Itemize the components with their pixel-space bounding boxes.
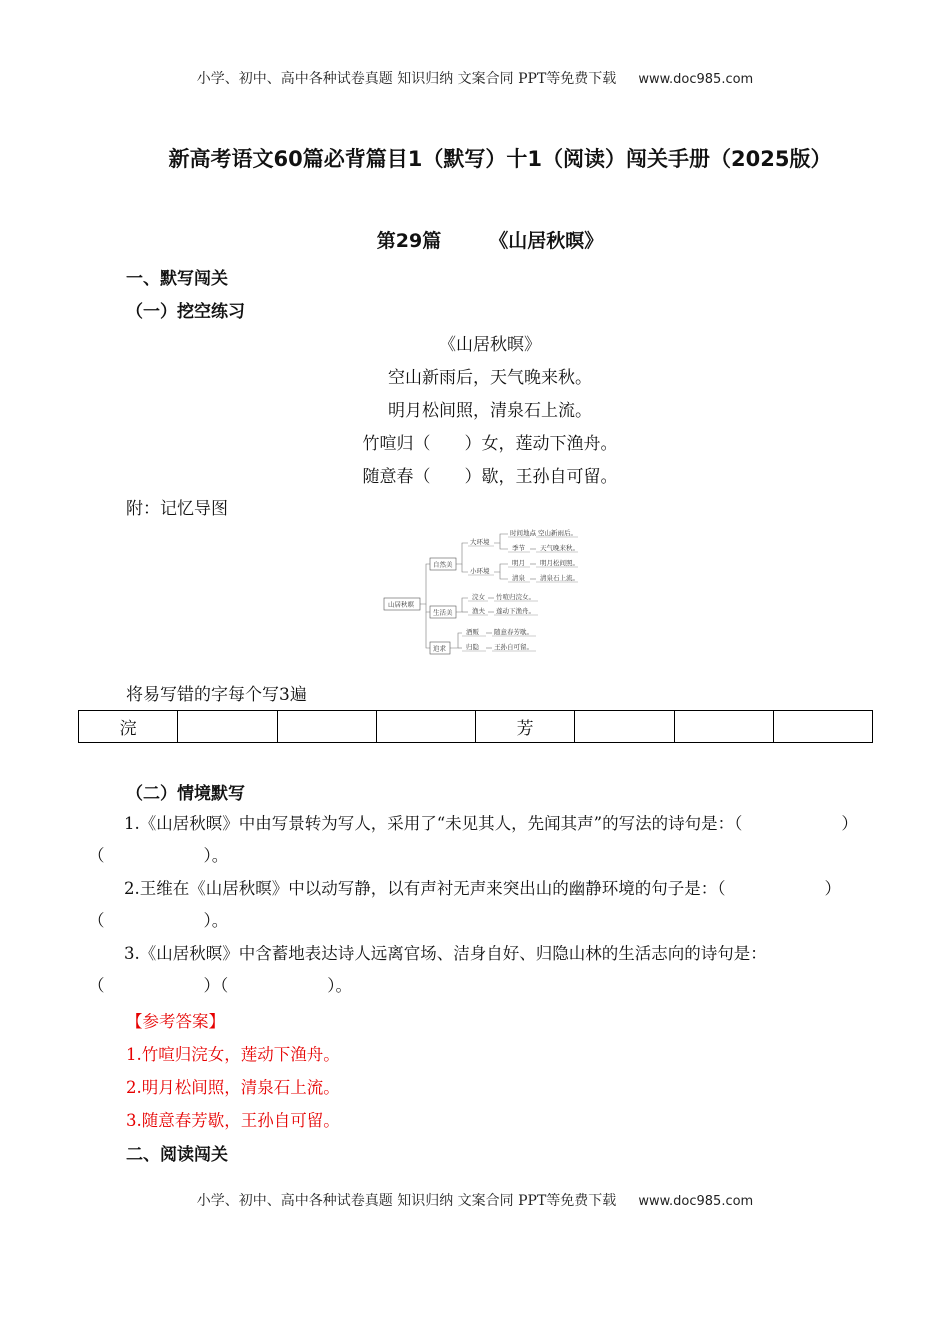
- mindmap-leaf-line: 竹喧归浣女。: [496, 593, 535, 601]
- footer-url[interactable]: www.doc985.com: [638, 1194, 754, 1209]
- page-header: [0, 68, 950, 88]
- question-3: 3.《山居秋暝》中含蓄地表达诗人远离官场、洁身自好、归隐山林的生活志向的诗句是：（ ）（ ）。: [88, 944, 767, 995]
- footer-text: 小学、初中、高中各种试卷真题 知识归纳 文案合同 PPT等免费下载: [196, 1193, 617, 1209]
- practice-cell[interactable]: [376, 711, 475, 743]
- answer-2: 2.明月松间照，清泉石上流。: [126, 1078, 340, 1097]
- chapter-subtitle: [0, 226, 950, 253]
- page-footer: [0, 1190, 950, 1210]
- practice-label: 将易写错的字每个写3遍: [126, 685, 307, 705]
- mindmap-branch-1: 自然美: [433, 560, 453, 569]
- mindmap-leaf: 浣女: [472, 593, 485, 601]
- mindmap-leaf: 渔夫: [472, 607, 485, 615]
- mindmap-branch-2: 生活美: [433, 608, 453, 617]
- part1-heading: （一）挖空练习: [126, 302, 245, 322]
- answer-3: 3.随意春芳歇，王孙自可留。: [126, 1111, 340, 1130]
- mindmap-leaf: 时间地点: [510, 529, 536, 537]
- mindmap-leaf-line: 王孙自可留。: [494, 643, 533, 651]
- answer-1: 1.竹喧归浣女，莲动下渔舟。: [126, 1045, 340, 1064]
- practice-char: 芳: [476, 711, 575, 743]
- mindmap-sub-2: 小环境: [470, 567, 490, 575]
- mindmap-leaf: 季节: [512, 544, 525, 552]
- header-url[interactable]: www.doc985.com: [638, 72, 754, 87]
- chapter-number: 第29篇: [376, 230, 442, 252]
- mindmap-label: 附：记忆导图: [126, 499, 228, 519]
- poem-line-1: 空山新雨后，天气晚来秋。: [388, 368, 592, 388]
- mindmap-leaf-line: 天气晚来秋。: [540, 544, 579, 552]
- answer-heading: 【参考答案】: [126, 1012, 225, 1031]
- poem-name: 《山居秋暝》: [489, 230, 604, 252]
- practice-char: 浣: [79, 711, 178, 743]
- mindmap-sub-1: 大环境: [470, 538, 490, 546]
- mindmap-leaf: 明月: [512, 559, 525, 567]
- mindmap-leaf-line: 明月松间照。: [540, 559, 579, 567]
- practice-cell[interactable]: [674, 711, 773, 743]
- mindmap-leaf-line: 莲动下渔舟。: [496, 607, 535, 615]
- practice-cell[interactable]: [277, 711, 376, 743]
- question-1: 1.《山居秋暝》中由写景转为写人，采用了“未见其人，先闻其声”的写法的诗句是：（ ）（ ）。: [88, 814, 858, 865]
- practice-cell[interactable]: [773, 711, 872, 743]
- mindmap-leaf: 清泉: [512, 574, 525, 582]
- practice-cell[interactable]: [575, 711, 674, 743]
- document-title: 新高考语文60篇必背篇目1（默写）十1（阅读）闯关手册（2025版）: [168, 147, 832, 171]
- section2-heading: 二、阅读闯关: [126, 1145, 228, 1165]
- header-text: 小学、初中、高中各种试卷真题 知识归纳 文案合同 PPT等免费下载: [196, 71, 617, 87]
- character-practice-table: [78, 710, 873, 743]
- poem-line-3: 竹喧归（ ）女，莲动下渔舟。: [362, 434, 618, 454]
- mindmap-branch-3: 追求: [433, 644, 446, 653]
- mindmap-leaf-line: 清泉石上流。: [540, 574, 579, 582]
- part2-heading: （二）情境默写: [126, 784, 245, 804]
- question-2: 2.王维在《山居秋暝》中以动写静，以有声衬无声来突出山的幽静环境的句子是：（ ）（ ）。: [88, 879, 841, 930]
- mindmap-leaf: 归隐: [466, 643, 479, 651]
- poem-line-2: 明月松间照，清泉石上流。: [388, 401, 592, 421]
- poem-line-4: 随意春（ ）歇，王孙自可留。: [362, 467, 618, 487]
- section1-heading: 一、默写闯关: [126, 269, 228, 289]
- mindmap-leaf: 酒贩: [466, 628, 479, 636]
- mindmap-leaf-line: 随意春芳歇。: [494, 628, 533, 636]
- poem-title: 《山居秋暝》: [439, 335, 541, 355]
- practice-cell[interactable]: [178, 711, 277, 743]
- mindmap-root: 山居秋暝: [388, 600, 414, 609]
- mindmap-leaf-line: 空山新雨后。: [538, 529, 577, 537]
- memory-mindmap: [380, 522, 605, 660]
